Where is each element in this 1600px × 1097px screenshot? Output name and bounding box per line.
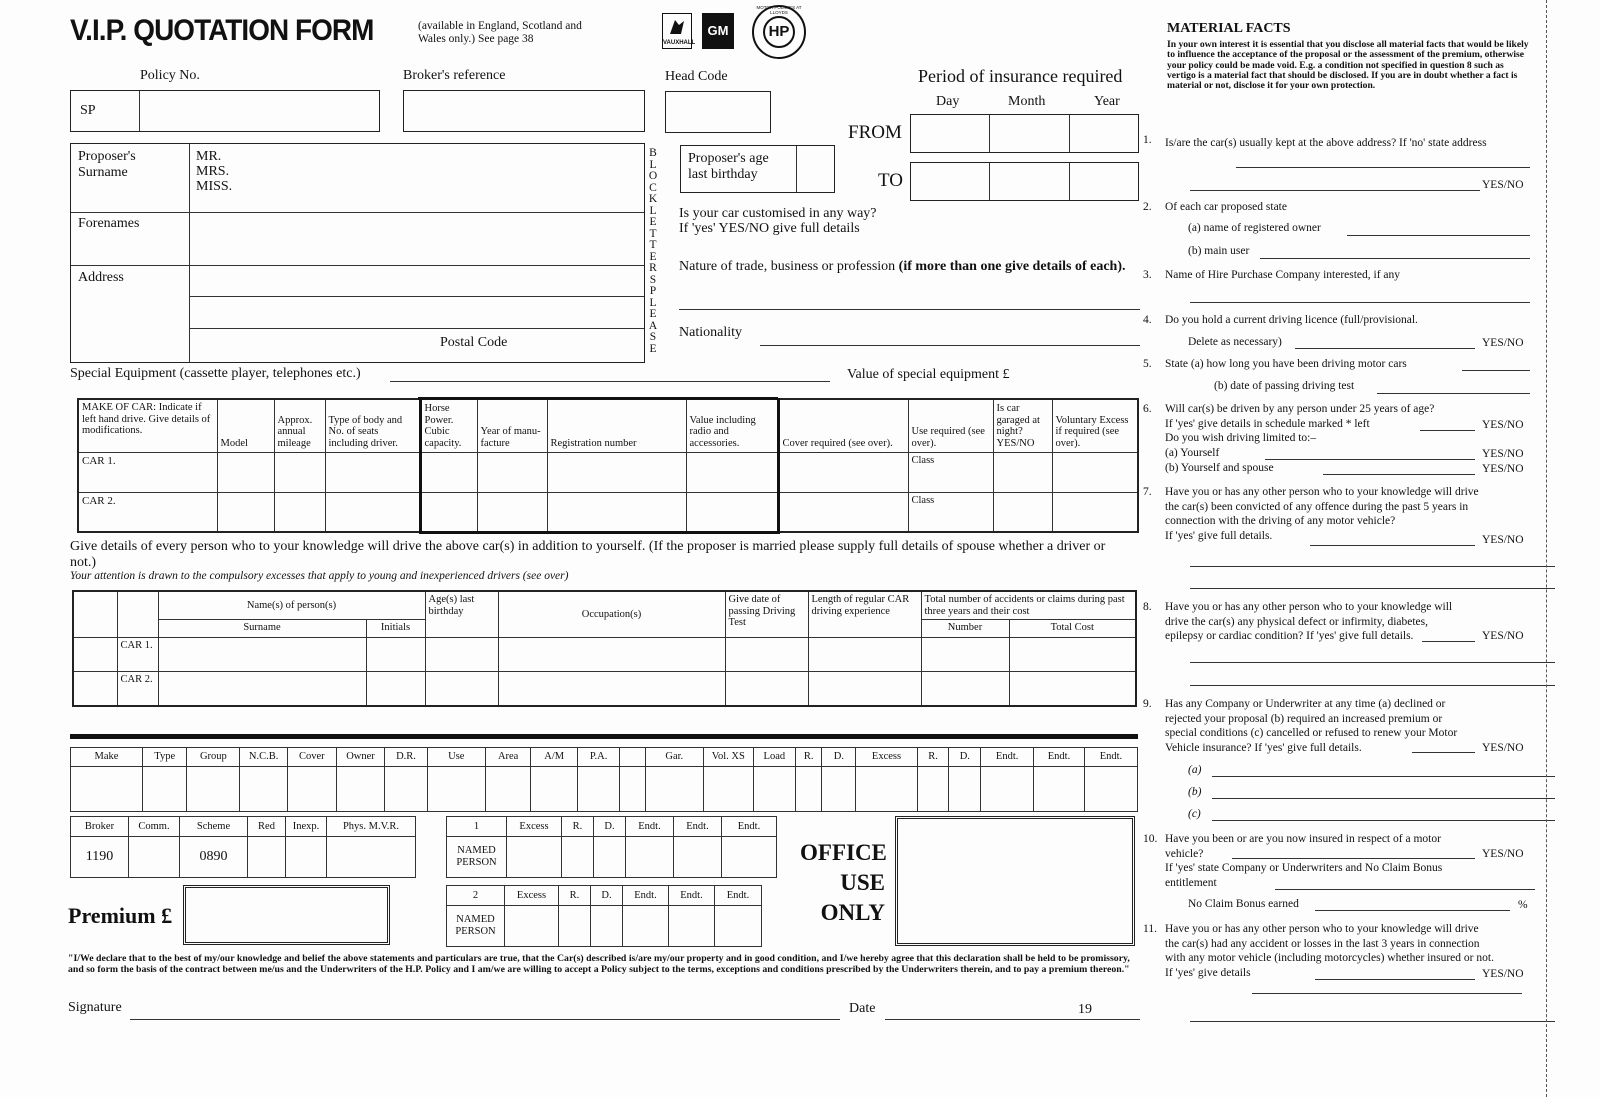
signature-label: Signature (68, 1000, 122, 1015)
header-registration-number: Registration number (547, 399, 686, 452)
q8-line-3[interactable] (1190, 685, 1555, 686)
code-r: R. (917, 748, 949, 767)
question-number: 10. (1143, 833, 1158, 845)
question-number: 11. (1143, 923, 1157, 935)
code-type: Type (142, 748, 186, 767)
customised-answer[interactable]: If 'yes' YES/NO give full details (679, 221, 860, 236)
inexp-header: Inexp. (286, 817, 327, 837)
q4-line[interactable] (1295, 348, 1475, 349)
q11-line[interactable] (1315, 979, 1475, 980)
only-word: ONLY (820, 900, 885, 925)
q1-address-line-2[interactable] (1190, 190, 1480, 191)
form-title: V.I.P. QUOTATION FORM (70, 14, 374, 47)
vauxhall-logo-text: VAUXHALL (663, 40, 696, 46)
material-facts-intro: In your own interest it is essential that you disclose all material facts that would be likely to influence the acceptance of the proposal or the assessment of the premium, otherwise your policy could be made void. E.g. a condition not specified in question 8 such as vertigo is a material fact that should be disclosed. If you are in doubt whether a fact is material or not, disclose it for your own protection. (1167, 39, 1529, 92)
q7b-label: If 'yes' give full details. (1165, 530, 1273, 543)
question-number: 8. (1143, 601, 1152, 613)
names-header: Name(s) of person(s) (158, 591, 425, 620)
gm-logo-text: GM (707, 23, 729, 38)
q6e-line[interactable] (1323, 474, 1475, 475)
period-label: Period of insurance required (918, 66, 1123, 86)
q6b-label: If 'yes' give details in schedule marked * left (1165, 417, 1370, 430)
named-person-number: 1 (447, 817, 507, 837)
q1-yes-no[interactable]: YES/NO (1482, 179, 1524, 191)
hp-logo-ring-text: MOTOR POLICIES AT LLOYDS (756, 5, 802, 15)
q10-line[interactable] (1232, 858, 1475, 859)
question-1 (1143, 133, 1535, 155)
code-load: Load (753, 748, 795, 767)
to-label: TO (878, 170, 903, 191)
day-label: Day (936, 94, 960, 109)
year-label: Year (1094, 94, 1120, 109)
code-pa: P.A. (577, 748, 619, 767)
trade-label: Nature of trade, business or profession (679, 259, 896, 274)
question-text: Do you hold a current driving licence (full/provisional. (1165, 314, 1418, 326)
accidents-header: Total number of accidents or claims during past three years and their cost (921, 591, 1136, 620)
endt-header: Endt. (623, 886, 669, 906)
trade-answer-line[interactable] (679, 309, 1140, 310)
q11b-line[interactable] (1252, 993, 1522, 994)
header-mileage: Approx. annual mileage (274, 399, 325, 452)
question-9 (1143, 697, 1535, 756)
q2b-label: (b) main user (1188, 245, 1250, 257)
office-use-only-label (800, 838, 885, 928)
driver-row-1 (73, 638, 1136, 672)
ncb-line[interactable] (1315, 910, 1510, 911)
trade-note: (if more than one give details of each). (898, 259, 1126, 274)
year-prefix: 19 (1078, 1002, 1092, 1017)
availability-note: (available in England, Scotland and Wales only.) See page 38 (418, 20, 582, 45)
car-row-label: CAR 1. (117, 638, 158, 672)
use-word: USE (840, 870, 885, 895)
red-header: Red (248, 817, 286, 837)
code-d: D. (949, 748, 981, 767)
q9c-line[interactable] (1212, 820, 1555, 821)
r-header: R. (559, 886, 591, 906)
question-number: 9. (1143, 698, 1152, 710)
scheme-code[interactable]: 0890 (180, 837, 248, 878)
class-label: Class (911, 494, 935, 506)
number-header: Number (921, 620, 1009, 638)
code-endt: Endt. (981, 748, 1034, 767)
q2b-line[interactable] (1260, 258, 1530, 259)
question-text: State (a) how long you have been driving motor cars (1165, 358, 1407, 370)
code-blank (620, 748, 645, 767)
q6e-yes-no[interactable]: YES/NO (1482, 463, 1524, 475)
code-group: Group (187, 748, 240, 767)
endt-header: Endt. (715, 886, 762, 906)
surname-header: Surname (158, 620, 366, 638)
question-text: Is/are the car(s) usually kept at the above address? If 'no' state address (1165, 137, 1487, 149)
special-equipment-value-label: Value of special equipment £ (847, 367, 1010, 382)
month-label: Month (1008, 94, 1046, 109)
question-number: 3. (1143, 269, 1152, 281)
q10b-label: If 'yes' state Company or Underwriters and No Claim Bonus entitlement (1165, 862, 1443, 890)
use-class-cell[interactable] (908, 452, 993, 492)
q2a-label: (a) name of registered owner (1188, 222, 1321, 234)
named-person-label: NAMED PERSON (447, 906, 505, 947)
date-label: Date (849, 1001, 876, 1016)
question-6 (1143, 402, 1535, 476)
question-text: Name of Hire Purchase Company interested, if any (1165, 269, 1401, 281)
brokers-reference-field[interactable] (403, 90, 645, 132)
q5b-line[interactable] (1377, 393, 1530, 394)
surname-label: Proposer's Surname (78, 149, 136, 181)
header-body-type: Type of body and No. of seats including driver. (325, 399, 420, 452)
proposer-age-label: Proposer's age last birthday (688, 151, 769, 183)
scheme-header: Scheme (180, 817, 248, 837)
question-2 (1143, 200, 1535, 215)
date-line[interactable] (885, 1019, 1140, 1020)
code-gar: Gar. (645, 748, 703, 767)
comm-value[interactable] (129, 837, 180, 878)
hp-logo (752, 5, 806, 59)
nationality-label: Nationality (679, 325, 742, 340)
question-number: 6. (1143, 403, 1152, 415)
to-date-field[interactable] (910, 162, 1139, 201)
header-value: Value including radio and accessories. (686, 399, 778, 452)
endt-header: Endt. (669, 886, 715, 906)
d-header: D. (591, 886, 623, 906)
question-text: Have you or has any other person who to your knowledge will drive the car(s) had any accident or losses in the last 3 years in connection with any motor vehicle (including motorcycles) whether insured or not. (1165, 923, 1494, 965)
q8-line[interactable] (1422, 641, 1475, 642)
header-use-required: Use required (see over). (908, 399, 993, 452)
car-row-1 (78, 452, 1138, 492)
q8-yes-no[interactable]: YES/NO (1482, 630, 1524, 642)
code-cover: Cover (287, 748, 336, 767)
q10c-label: No Claim Bonus earned (1188, 898, 1299, 910)
question-text: Of each car proposed state (1165, 201, 1287, 213)
block-letters-note: BLOCK LETTERS PLEASE (648, 147, 658, 355)
q4b-label: Delete as necessary) (1188, 336, 1282, 348)
broker-table (70, 816, 416, 878)
broker-header: Broker (71, 817, 129, 837)
question-number: 1. (1143, 134, 1152, 146)
customised-question: Is your car customised in any way? (679, 206, 877, 221)
q9-line[interactable] (1412, 752, 1475, 753)
special-equipment-label: Special Equipment (cassette player, telephones etc.) (70, 366, 361, 381)
forenames-field[interactable] (190, 213, 640, 263)
griffin-icon (667, 17, 687, 37)
question-text: Have you been or are you now insured in respect of a motor vehicle? (1165, 833, 1441, 860)
header-make-of-car: MAKE OF CAR: Indicate if left hand drive. Give details of modifications. (78, 399, 217, 452)
q6d-line[interactable] (1265, 459, 1475, 460)
policy-no-label: Policy No. (140, 68, 200, 83)
excess-header: Excess (505, 886, 559, 906)
use-class-cell[interactable] (908, 492, 993, 532)
q5b-label: (b) date of passing driving test (1214, 380, 1355, 392)
q6c-label: Do you wish driving limited to:– (1165, 432, 1317, 445)
question-text: Have you or has any other person who to your knowledge will drive the car(s) any physical defect or infirmity, diabetes, epilepsy or cardiac condition? If 'yes' give full details. (1165, 601, 1453, 643)
car-details-table (77, 398, 1139, 534)
title-miss[interactable]: MISS. (196, 179, 233, 194)
premium-field[interactable] (183, 885, 390, 945)
brokers-reference-label: Broker's reference (403, 68, 506, 83)
question-text: Has any Company or Underwriter at any time (a) declined or rejected your proposal (b) required an increased premium or special conditions (c) cancelled or refused to renew your Motor Vehicle insurance? If 'yes' give full details. (1165, 698, 1458, 755)
red-value[interactable] (248, 837, 286, 878)
forenames-label: Forenames (78, 216, 140, 231)
inexp-value[interactable] (286, 837, 327, 878)
named-person-number: 2 (447, 886, 505, 906)
code-am: A/M (531, 748, 578, 767)
phys-mvr-header: Phys. M.V.R. (327, 817, 416, 837)
office-codes-header-row (71, 748, 1138, 767)
occupation-header: Occupation(s) (498, 591, 725, 638)
header-year-of-manufacture: Year of manu-facture (477, 399, 547, 452)
code-make: Make (71, 748, 143, 767)
drivers-intro: Give details of every person who to your knowledge will drive the above car(s) in addition to yourself. (If the proposer is married please supply full details of spouse whether a driver or not.) (70, 539, 1106, 571)
q7-line-3[interactable] (1190, 588, 1555, 589)
question-4 (1143, 313, 1535, 328)
q7-yes-no[interactable]: YES/NO (1482, 534, 1524, 546)
question-3 (1143, 268, 1535, 283)
q6b-yes-no[interactable]: YES/NO (1482, 419, 1524, 431)
premium-label: Premium £ (68, 903, 173, 928)
driver-row-2 (73, 672, 1136, 706)
q5a-line[interactable] (1462, 370, 1530, 371)
bold-frame-top (418, 397, 778, 401)
car-row-label: CAR 1. (78, 452, 217, 492)
trade-question (679, 259, 1129, 275)
q1-address-line[interactable] (1236, 167, 1530, 168)
policy-no-field[interactable] (70, 90, 380, 132)
hp-logo-text: HP (763, 16, 795, 48)
from-label: FROM (848, 122, 902, 143)
header-horse-power: Horse Power. Cubic capacity. (420, 399, 477, 452)
endt-header: Endt. (722, 817, 777, 837)
code-excess: Excess (856, 748, 917, 767)
postal-code-label: Postal Code (440, 335, 508, 350)
named-person-2-table (446, 885, 762, 947)
total-cost-header: Total Cost (1009, 620, 1136, 638)
q4-yes-no[interactable]: YES/NO (1482, 337, 1524, 349)
code-ncb: N.C.B. (240, 748, 288, 767)
car-row-2 (78, 492, 1138, 532)
header-model: Model (217, 399, 274, 452)
question-7 (1143, 485, 1535, 544)
from-date-field[interactable] (910, 114, 1139, 153)
q11-yes-no[interactable]: YES/NO (1482, 968, 1524, 980)
q9-yes-no[interactable]: YES/NO (1482, 742, 1524, 754)
phys-mvr-value[interactable] (327, 837, 416, 878)
question-text: Have you or has any other person who to your knowledge will drive the car(s) been convicted of any offence during the past 5 years in connection with the driving of any motor vehicle? (1165, 486, 1479, 528)
q6d-label: (a) Yourself (1165, 447, 1220, 460)
question-11 (1143, 922, 1535, 981)
broker-code[interactable]: 1190 (71, 837, 129, 878)
special-equipment-line[interactable] (390, 381, 830, 382)
head-code-label: Head Code (665, 69, 728, 84)
code-area: Area (485, 748, 531, 767)
signature-line[interactable] (130, 1019, 840, 1020)
named-person-label: NAMED PERSON (447, 837, 507, 878)
question-number: 5. (1143, 358, 1152, 370)
q3-line[interactable] (1190, 302, 1530, 303)
code-owner: Owner (336, 748, 385, 767)
q6b-line[interactable] (1420, 430, 1475, 431)
q9b-label: (b) (1188, 786, 1202, 798)
address-label: Address (78, 270, 124, 285)
header-cover-required: Cover required (see over). (778, 399, 908, 452)
code-d: D. (822, 748, 856, 767)
q7-line[interactable] (1310, 545, 1475, 546)
material-facts-title: MATERIAL FACTS (1167, 21, 1291, 36)
d-header: D. (594, 817, 626, 837)
code-vol-xs: Vol. XS (703, 748, 753, 767)
q6d-yes-no[interactable]: YES/NO (1482, 448, 1524, 460)
ncb-percent: % (1518, 899, 1528, 911)
title-mrs[interactable]: MRS. (196, 164, 230, 179)
drivers-table (72, 590, 1137, 707)
q10-yes-no[interactable]: YES/NO (1482, 848, 1524, 860)
question-10 (1143, 832, 1535, 891)
vauxhall-logo (662, 13, 696, 49)
head-code-field[interactable] (665, 91, 771, 133)
declaration-text: "I/We declare that to the best of my/our knowledge and belief the above statements and particulars are true, that the Car(s) described is/are my/our property and in good condition, and I/we hereby agree that this declaration shall be held to be promissory, and so form the basis of the contract between me/us and the Underwriters of the H.P. Policy and I am/we are willing to accept a Policy subject to the terms, exceptions and conditions prescribed by the Underwriters therein, and to pay a premium thereon." (68, 953, 1130, 975)
question-8 (1143, 600, 1535, 644)
q9a-line[interactable] (1212, 776, 1555, 777)
surname-field[interactable] (190, 146, 640, 208)
q6e-label: (b) Yourself and spouse (1165, 461, 1274, 474)
question-text: Will car(s) be driven by any person under 25 years of age? (1165, 403, 1435, 415)
question-number: 4. (1143, 314, 1152, 326)
address-field[interactable] (190, 266, 640, 360)
car-row-label: CAR 2. (78, 492, 217, 532)
q10b-line[interactable] (1275, 889, 1535, 890)
office-codes-value-row (71, 767, 1138, 812)
r-header: R. (562, 817, 594, 837)
drivers-note: Your attention is drawn to the compulsory excesses that apply to young and inexperienced drivers (see over) (70, 570, 569, 582)
perforation-line (1546, 0, 1547, 1097)
car-row-label: CAR 2. (117, 672, 158, 706)
q9c-label: (c) (1188, 808, 1201, 820)
header-voluntary-excess: Voluntary Excess if required (see over). (1052, 399, 1138, 452)
nationality-line[interactable] (760, 345, 1140, 346)
header-garaged: Is car garaged at night? YES/NO (993, 399, 1052, 452)
initials-header: Initials (366, 620, 425, 638)
title-mr[interactable]: MR. (196, 149, 222, 164)
gm-logo (702, 13, 734, 49)
code-r: R. (795, 748, 821, 767)
office-word: OFFICE (800, 840, 887, 865)
question-number: 7. (1143, 486, 1152, 498)
code-use: Use (427, 748, 485, 767)
q9b-line[interactable] (1212, 798, 1555, 799)
office-use-box[interactable] (895, 816, 1135, 946)
q11b-line-2[interactable] (1190, 1021, 1555, 1022)
age-header: Age(s) last birthday (425, 591, 498, 638)
q8-line-2[interactable] (1190, 662, 1555, 663)
code-dr: D.R. (385, 748, 427, 767)
experience-header: Length of regular CAR driving experience (808, 591, 921, 638)
q9a-label: (a) (1188, 764, 1202, 776)
named-person-1-table (446, 816, 777, 878)
q11b-label: If 'yes' give details (1165, 967, 1251, 980)
office-codes-table (70, 747, 1138, 812)
q7-line-2[interactable] (1190, 566, 1555, 567)
q2a-line[interactable] (1347, 235, 1530, 236)
endt-header: Endt. (626, 817, 674, 837)
code-endt: Endt. (1034, 748, 1085, 767)
office-section-divider (70, 734, 1138, 739)
code-endt: Endt. (1084, 748, 1137, 767)
excess-header: Excess (507, 817, 562, 837)
test-date-header: Give date of passing Driving Test (725, 591, 808, 638)
question-number: 2. (1143, 201, 1152, 213)
comm-header: Comm. (129, 817, 180, 837)
endt-header: Endt. (674, 817, 722, 837)
class-label: Class (911, 454, 935, 466)
policy-prefix: SP (80, 103, 96, 118)
